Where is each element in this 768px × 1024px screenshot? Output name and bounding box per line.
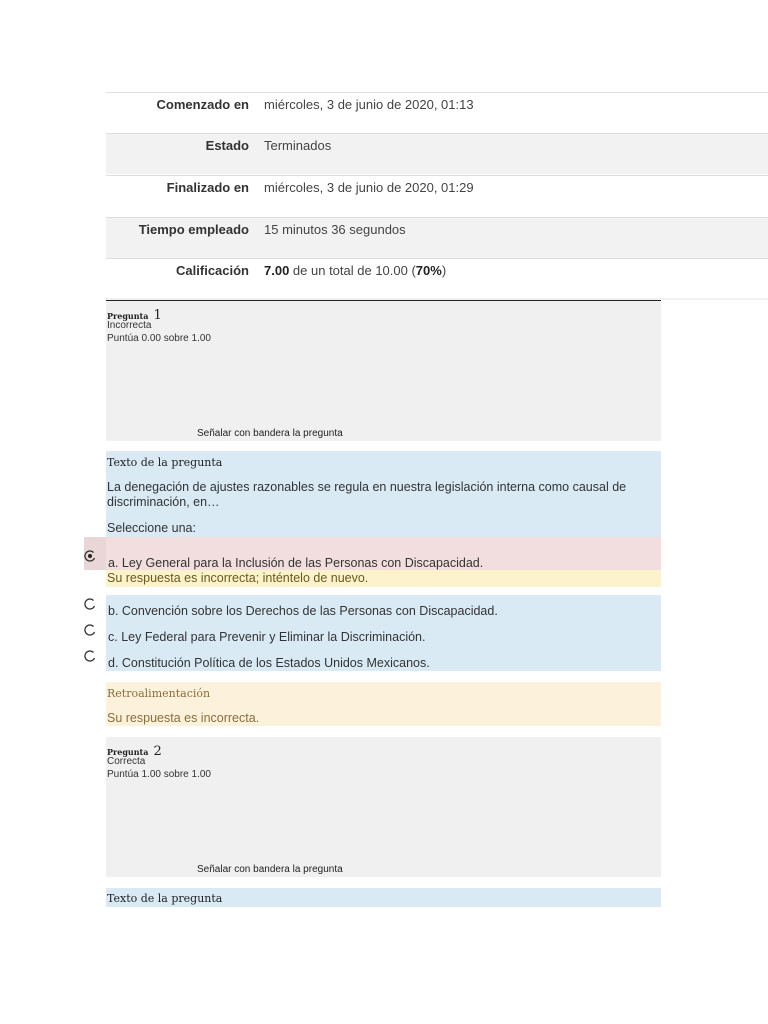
radio-unselected-icon[interactable] bbox=[84, 624, 96, 636]
summary-key: Tiempo empleado bbox=[138, 222, 249, 237]
summary-value bbox=[264, 263, 446, 278]
question-1-text-block bbox=[106, 451, 661, 537]
inline-feedback bbox=[106, 570, 661, 587]
question-1-state: Incorrecta bbox=[107, 320, 152, 331]
radio-unselected-icon[interactable] bbox=[84, 598, 96, 610]
summary-key: Comenzado en bbox=[156, 97, 249, 112]
grade-percent: 70% bbox=[415, 263, 442, 278]
answer-option-a[interactable]: a. Ley General para la Inclusión de las Personas con Discapacidad. bbox=[108, 556, 484, 570]
summary-key: Estado bbox=[205, 138, 249, 153]
inline-feedback-text: Su respuesta es incorrecta; inténtelo de nuevo. bbox=[107, 571, 369, 585]
question-2-info bbox=[106, 737, 661, 877]
answer-option-b[interactable]: b. Convención sobre los Derechos de las Personas con Discapacidad. bbox=[108, 604, 498, 618]
question-1-grade: Puntúa 0.00 sobre 1.00 bbox=[107, 333, 211, 344]
feedback-text: Su respuesta es incorrecta. bbox=[107, 711, 260, 725]
summary-key: Calificación bbox=[176, 263, 249, 278]
summary-row-started bbox=[106, 92, 768, 133]
grade-end: ) bbox=[441, 263, 447, 278]
summary-value: miércoles, 3 de junio de 2020, 01:29 bbox=[264, 180, 474, 195]
summary-value: Terminados bbox=[264, 138, 332, 153]
question-2-flag-link[interactable]: Señalar con bandera la pregunta bbox=[197, 864, 343, 875]
question-1-prompt: Seleccione una: bbox=[107, 521, 196, 535]
grade-score: 7.00 bbox=[264, 263, 290, 278]
question-number: 2 bbox=[153, 744, 162, 759]
feedback-block bbox=[106, 682, 661, 726]
feedback-title: Retroalimentación bbox=[107, 687, 211, 700]
summary-row-state bbox=[106, 133, 768, 174]
question-text-label: Texto de la pregunta bbox=[107, 456, 223, 469]
summary-row-finished bbox=[106, 175, 768, 216]
question-1-info bbox=[106, 301, 661, 441]
grade-middle: de un total de 10.00 ( bbox=[289, 263, 416, 278]
question-2-text-block bbox=[106, 888, 661, 907]
radio-unselected-icon[interactable] bbox=[84, 650, 96, 662]
question-1-flag-link[interactable]: Señalar con bandera la pregunta bbox=[197, 428, 343, 439]
summary-row-time bbox=[106, 217, 768, 258]
radio-selected-icon[interactable] bbox=[84, 550, 96, 562]
answer-option-c[interactable]: c. Ley Federal para Prevenir y Eliminar la Discriminación. bbox=[108, 630, 426, 644]
question-text-label: Texto de la pregunta bbox=[107, 892, 223, 905]
question-1-text: La denegación de ajustes razonables se regula en nuestra legislación interna como causal de discriminación, en… bbox=[107, 480, 627, 509]
question-label: Pregunta bbox=[107, 311, 149, 321]
summary-row-grade bbox=[106, 258, 768, 298]
question-2-grade: Puntúa 1.00 sobre 1.00 bbox=[107, 769, 211, 780]
question-label: Pregunta bbox=[107, 747, 149, 757]
summary-value: 15 minutos 36 segundos bbox=[264, 222, 406, 237]
question-2-state: Correcta bbox=[107, 756, 146, 767]
summary-value: miércoles, 3 de junio de 2020, 01:13 bbox=[264, 97, 474, 112]
answer-option-d[interactable]: d. Constitución Política de los Estados Unidos Mexicanos. bbox=[108, 656, 430, 670]
summary-key: Finalizado en bbox=[166, 180, 249, 195]
question-number: 1 bbox=[153, 308, 162, 323]
